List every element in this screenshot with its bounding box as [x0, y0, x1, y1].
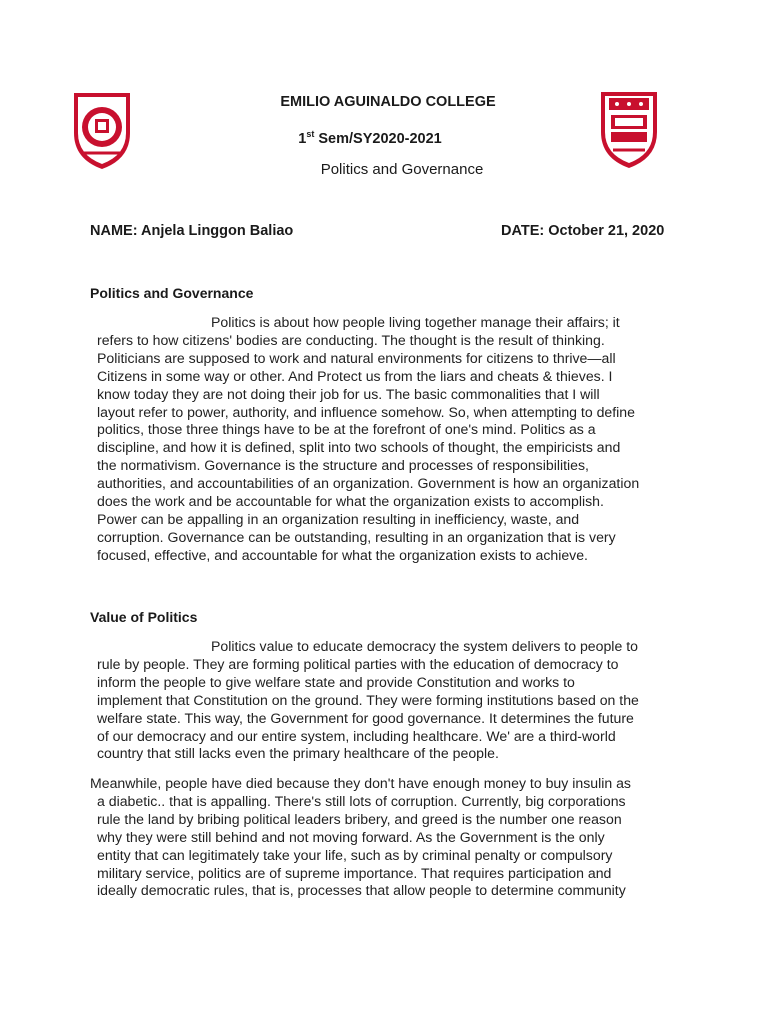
paragraph-line: rule the land by bribing political leaders bribery, and greed is the number one reason	[97, 810, 622, 827]
paragraph-line: Politicians are supposed to work and natural environments for citizens to thrive—all	[97, 349, 616, 366]
student-name: NAME: Anjela Linggon Baliao	[90, 223, 294, 239]
paragraph-line: corruption. Governance can be outstanding, resulting in an organization that is very	[97, 528, 616, 545]
paragraph-line: entity that can legitimately take your life, such as by criminal penalty or compulsory	[97, 846, 613, 863]
section-paragraph-value-of-politics	[97, 638, 639, 763]
paragraph-line: implement that Constitution on the ground. They were forming institutions based on the	[97, 691, 639, 708]
paragraph-line: inform the people to give welfare state and provide Constitution and works to	[97, 673, 575, 690]
subject-title: Politics and Governance	[320, 161, 484, 178]
paragraph-line: of our democracy and our entire system, including healthcare. We' are a third-world	[97, 727, 616, 744]
semester-line: 1st Sem/SY2020-2021	[298, 129, 442, 147]
college-name: EMILIO AGUINALDO COLLEGE	[280, 94, 496, 110]
paragraph-line: a diabetic.. that is appalling. There's still lots of corruption. Currently, big corporations	[97, 792, 626, 809]
section-heading-politics-governance: Politics and Governance	[90, 285, 254, 301]
paragraph-line: discipline, and how it is defined, split into two schools of thought, the empiricists and	[97, 439, 621, 456]
section-heading-value-of-politics: Value of Politics	[90, 609, 198, 625]
paragraph-line: know today they are not doing their job for us. The basic commonalities that I will	[97, 385, 600, 402]
paragraph-line: Power can be appalling in an organization resulting in inefficiency, waste, and	[97, 510, 580, 527]
continuation-paragraph	[90, 775, 631, 900]
paragraph-line: does the work and be accountable for what the organization exists to accomplish.	[97, 493, 604, 510]
paragraph-line: Politics is about how people living together manage their affairs; it	[211, 314, 620, 330]
paragraph-line: refers to how citizens' bodies are conducting. The thought is the result of thinking.	[97, 331, 605, 348]
paragraph-line: why they were still behind and not moving forward. As the Government is the only	[97, 828, 605, 845]
paragraph-line: country that still lacks even the primary healthcare of the people.	[97, 745, 499, 762]
paragraph-line: Meanwhile, people have died because they don't have enough money to buy insulin as	[90, 775, 631, 791]
paragraph-line: layout refer to power, authority, and influence somehow. So, when attempting to define	[97, 403, 635, 420]
paragraph-line: military service, politics are of supreme importance. That requires participation and	[97, 864, 612, 881]
paragraph-line: Citizens in some way or other. And Protect us from the liars and cheats & thieves. I	[97, 367, 613, 384]
paragraph-line: the normativism. Governance is the structure and processes of responsibilities,	[97, 457, 589, 474]
section-paragraph-politics-governance	[97, 314, 639, 565]
paragraph-line: Politics value to educate democracy the system delivers to people to	[211, 638, 638, 654]
paragraph-line: ideally democratic rules, that is, processes that allow people to determine community	[97, 882, 626, 899]
paragraph-line: welfare state. This way, the Government for good governance. It determines the future	[97, 709, 634, 726]
paragraph-line: authorities, and accountabilities of an organization. Government is how an organization	[97, 475, 640, 492]
document-date: DATE: October 21, 2020	[501, 223, 665, 239]
paragraph-line: focused, effective, and accountable for what the organization exists to achieve.	[97, 546, 588, 563]
paragraph-line: rule by people. They are forming political parties with the education of democracy to	[97, 655, 619, 672]
paragraph-line: politics, those three things have to be at the forefront of one's mind. Politics as a	[97, 421, 596, 438]
